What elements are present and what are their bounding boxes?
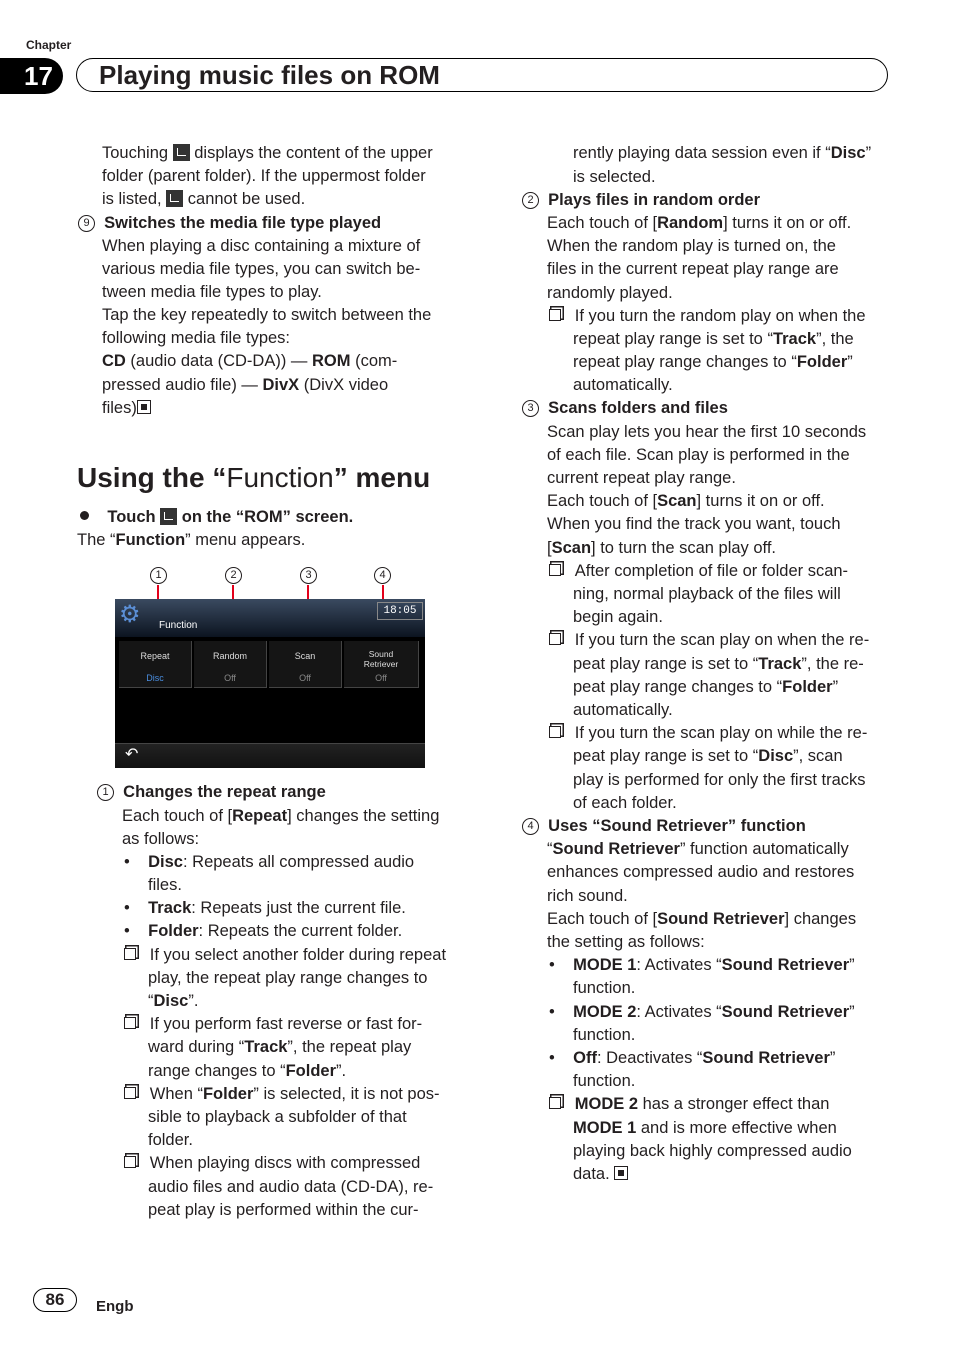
page-number: 86 — [33, 1288, 77, 1312]
text-line: as follows: — [122, 830, 200, 848]
folder-up-icon — [173, 144, 190, 161]
folder-up-icon — [166, 190, 183, 207]
bullet-item: • Off: Deactivates “Sound Retriever” — [549, 1049, 836, 1067]
text-line: peat play range is set to “Track”, the re- — [573, 655, 864, 673]
note-box-icon — [549, 726, 561, 738]
button-value: Off — [375, 673, 387, 683]
item-3-title: 3 Scans folders and files — [522, 397, 728, 420]
text-line: is listed, cannot be used. — [102, 190, 306, 208]
text-line: function. — [573, 1072, 636, 1090]
button-label: Random — [212, 651, 248, 661]
text-line: peat play range changes to “Folder” — [573, 678, 839, 696]
text-line: files. — [148, 876, 182, 894]
clock: 18:05 — [377, 602, 423, 620]
bullet-instruction: Touch on the “ROM” screen. — [80, 506, 353, 529]
text-line: MODE 1 and is more effective when — [573, 1119, 837, 1137]
callout-2: 2 — [225, 567, 242, 585]
text-line: automatically. — [573, 376, 673, 394]
bullet-item: • Disc: Repeats all compressed audio — [124, 853, 415, 871]
text-line: peat play is performed within the cur- — [148, 1201, 419, 1219]
item-4-title: 4 Uses “Sound Retriever” function — [522, 815, 806, 838]
text-line: When the random play is turned on, the — [547, 237, 836, 255]
screen-bottom-bar — [115, 743, 425, 768]
text-line: folder (parent folder). If the uppermost folder — [102, 167, 426, 185]
function-menu-screen — [115, 599, 425, 767]
callout-number: 9 — [78, 215, 95, 232]
text-line: tween media file types to play. — [102, 283, 322, 301]
text-line: current repeat play range. — [547, 469, 736, 487]
text-line: [Scan] to turn the scan play off. — [547, 539, 777, 557]
text-line: peat play range is set to “Disc”, scan — [573, 747, 843, 765]
text-line: repeat play range changes to “Folder” — [573, 353, 853, 371]
text-line: playing back highly compressed audio — [573, 1142, 852, 1160]
text-line: is selected. — [573, 168, 656, 186]
note-box-icon — [124, 1156, 136, 1168]
text-line: begin again. — [573, 608, 663, 626]
back-arrow-icon[interactable]: ↶ — [125, 746, 139, 763]
text-line: following media file types: — [102, 329, 291, 347]
text-line: Each touch of [Sound Retriever] changes — [547, 910, 857, 928]
text-line: randomly played. — [547, 284, 673, 302]
item-2-title: 2 Plays files in random order — [522, 189, 760, 212]
text-line: Each touch of [Random] turns it on or off. — [547, 214, 852, 232]
item-1-title: 1 Changes the repeat range — [97, 781, 326, 804]
chapter-title: Playing music files on ROM — [76, 58, 888, 92]
text-line: files) — [102, 397, 151, 420]
text-line: folder. — [148, 1131, 193, 1149]
button-label: Sound Retriever — [363, 649, 399, 669]
text-line: “Disc”. — [148, 992, 199, 1010]
bullet-item: • MODE 1: Activates “Sound Retriever” — [549, 956, 855, 974]
chapter-label: Chapter — [26, 38, 72, 52]
text-line: pressed audio file) — DivX (DivX video — [102, 376, 389, 394]
note-box-icon — [549, 1097, 561, 1109]
text-line: ward during “Track”, the repeat play — [148, 1038, 412, 1056]
text-line: of each folder. — [573, 794, 677, 812]
text-line: play is performed for only the first tracks — [573, 771, 866, 789]
text-line: enhances compressed audio and restores — [547, 863, 855, 881]
note-item: If you select another folder during repeat — [124, 944, 446, 967]
note-item: If you turn the scan play on when the re- — [549, 629, 869, 652]
button-label: Repeat — [140, 651, 170, 661]
text-line: function. — [573, 1026, 636, 1044]
callout-1: 1 — [150, 567, 167, 585]
note-box-icon — [124, 1087, 136, 1099]
text-line: Touching displays the content of the upper — [102, 144, 433, 162]
text-line: Each touch of [Scan] turns it on or off. — [547, 492, 825, 510]
note-box-icon — [549, 309, 561, 321]
text-line: When you find the track you want, touch — [547, 515, 841, 533]
text-line: play, the repeat play range changes to — [148, 969, 428, 987]
note-item: If you perform fast reverse or fast for- — [124, 1013, 422, 1036]
language-code: Engb — [96, 1298, 134, 1315]
note-item: When playing discs with compressed — [124, 1152, 420, 1175]
random-button[interactable] — [194, 641, 267, 688]
button-value: Off — [224, 673, 236, 683]
button-value: Off — [299, 673, 311, 683]
text-line: the setting as follows: — [547, 933, 705, 951]
section-heading: Using the “Function” menu — [77, 462, 431, 493]
scan-button[interactable] — [269, 641, 342, 688]
text-line: audio files and audio data (CD-DA), re- — [148, 1178, 434, 1196]
text-line: Scan play lets you hear the first 10 seconds — [547, 423, 867, 441]
text-line: CD (audio data (CD-DA)) — ROM (com- — [102, 352, 398, 370]
text-line: sible to playback a subfolder of that — [148, 1108, 407, 1126]
callout-4: 4 — [374, 567, 391, 585]
text-line: range changes to “Folder”. — [148, 1062, 347, 1080]
text-line: “Sound Retriever” function automatically — [547, 840, 849, 858]
text-line: function. — [573, 979, 636, 997]
text-line: When playing a disc containing a mixture of — [102, 237, 421, 255]
repeat-button[interactable] — [119, 641, 192, 688]
button-label: Scan — [294, 651, 316, 661]
bullet-item: • Folder: Repeats the current folder. — [124, 922, 403, 940]
gear-icon: ⚙ — [119, 601, 141, 628]
note-item: After completion of file or folder scan- — [549, 560, 848, 583]
chapter-number-tab: 17 — [0, 58, 63, 94]
text-line: files in the current repeat play range are — [547, 260, 839, 278]
note-item: When “Folder” is selected, it is not pos- — [124, 1083, 440, 1106]
text-line: rich sound. — [547, 887, 628, 905]
text-line: The “Function” menu appears. — [77, 531, 306, 549]
end-mark-icon — [137, 400, 151, 414]
bullet-item: • MODE 2: Activates “Sound Retriever” — [549, 1003, 855, 1021]
text-line: of each file. Scan play is performed in the — [547, 446, 850, 464]
function-menu-icon — [160, 508, 177, 525]
text-line: data. — [573, 1163, 628, 1186]
bullet-dot-icon — [80, 511, 89, 520]
text-line: ning, normal playback of the files will — [573, 585, 841, 603]
note-box-icon — [549, 564, 561, 576]
text-line: Tap the key repeatedly to switch between the — [102, 306, 432, 324]
button-value: Disc — [146, 673, 164, 683]
bullet-item: • Track: Repeats just the current file. — [124, 899, 406, 917]
note-item: If you turn the random play on when the — [549, 305, 866, 328]
text-line: rently playing data session even if “Disc” — [573, 144, 872, 162]
note-box-icon — [549, 633, 561, 645]
item-9-title: 9 Switches the media file type played — [78, 212, 381, 235]
text-line: Each touch of [Repeat] changes the setting — [122, 807, 440, 825]
text-line: repeat play range is set to “Track”, the — [573, 330, 854, 348]
note-item: If you turn the scan play on while the re- — [549, 722, 867, 745]
note-item: MODE 2 has a stronger effect than — [549, 1093, 829, 1116]
callout-3: 3 — [300, 567, 317, 585]
text-line: various media file types, you can switch be- — [102, 260, 421, 278]
end-mark-icon — [614, 1166, 628, 1180]
note-box-icon — [124, 948, 136, 960]
text-line: automatically. — [573, 701, 673, 719]
screen-title: Function — [159, 620, 198, 631]
note-box-icon — [124, 1017, 136, 1029]
sound-retriever-button[interactable] — [344, 641, 419, 688]
